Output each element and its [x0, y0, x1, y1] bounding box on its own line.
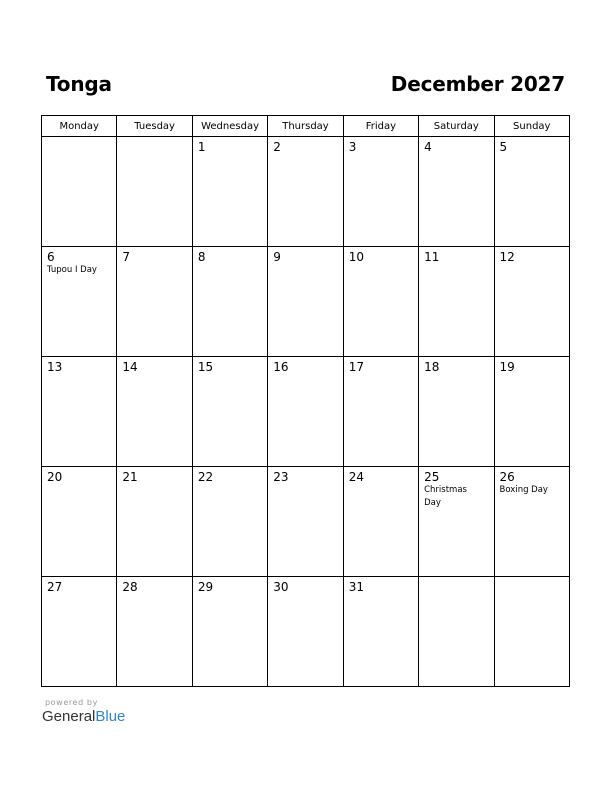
- week-row: [42, 247, 570, 357]
- day-number: 28: [122, 580, 138, 594]
- day-cell: [343, 247, 418, 357]
- day-cell: [343, 137, 418, 247]
- day-cell: [494, 247, 569, 357]
- day-cell: [419, 137, 494, 247]
- day-number: 14: [122, 360, 138, 374]
- day-cell: [268, 467, 343, 577]
- brand-blue-text: Blue: [95, 708, 126, 725]
- day-cell: [419, 247, 494, 357]
- day-number: 8: [197, 250, 206, 264]
- day-number: 24: [348, 470, 364, 484]
- day-cell: [42, 247, 117, 357]
- day-number: 23: [273, 470, 289, 484]
- day-cell: [192, 357, 267, 467]
- day-cell: [268, 357, 343, 467]
- day-cell: [42, 357, 117, 467]
- day-number: 20: [47, 470, 63, 484]
- weekday-monday: Monday: [42, 116, 117, 137]
- day-number: 17: [348, 360, 364, 374]
- weekday-saturday: Saturday: [419, 116, 494, 137]
- day-cell: [117, 577, 192, 687]
- day-number: 2: [273, 140, 281, 154]
- footer-branding: [42, 698, 125, 725]
- day-number: 5: [499, 140, 508, 154]
- weekday-tuesday: Tuesday: [117, 116, 192, 137]
- day-cell: [117, 357, 192, 467]
- day-cell: [117, 467, 192, 577]
- day-cell: [494, 137, 569, 247]
- month-title: December 2027: [390, 72, 565, 96]
- day-number: 19: [499, 360, 515, 374]
- holiday-label: Tupou I Day: [47, 265, 97, 275]
- day-cell: [494, 577, 569, 687]
- day-cell: [42, 467, 117, 577]
- brand-logo: [42, 708, 125, 725]
- day-number: 18: [424, 360, 440, 374]
- day-cell: [42, 577, 117, 687]
- day-cell: [268, 577, 343, 687]
- day-cell: [419, 577, 494, 687]
- week-row: [42, 467, 570, 577]
- week-row: [42, 137, 570, 247]
- weekday-friday: Friday: [343, 116, 418, 137]
- day-number: 4: [424, 140, 432, 154]
- weekday-thursday: Thursday: [268, 116, 343, 137]
- day-cell: [419, 467, 494, 577]
- day-number: 27: [47, 580, 63, 594]
- day-cell: [343, 357, 418, 467]
- day-number: 13: [47, 360, 63, 374]
- day-number: 9: [273, 250, 281, 264]
- holiday-label: Christmas Day: [424, 485, 467, 508]
- day-cell: [117, 137, 192, 247]
- day-number: 22: [197, 470, 214, 484]
- week-row: [42, 357, 570, 467]
- holiday-label: Boxing Day: [499, 485, 548, 495]
- day-number: 12: [499, 250, 515, 264]
- day-cell: [117, 247, 192, 357]
- day-cell: [343, 467, 418, 577]
- brand-general-text: General: [42, 708, 96, 725]
- day-cell: [494, 357, 569, 467]
- day-number: 25: [424, 470, 440, 484]
- day-number: 15: [197, 360, 214, 374]
- weekday-wednesday: Wednesday: [192, 116, 267, 137]
- day-number: 11: [424, 250, 440, 264]
- day-number: 6: [47, 250, 55, 264]
- day-number: 3: [348, 140, 357, 154]
- day-number: 1: [197, 140, 206, 154]
- country-title: Tonga: [46, 72, 112, 96]
- day-cell: [268, 137, 343, 247]
- day-cell: [192, 467, 267, 577]
- calendar-grid: [41, 115, 570, 687]
- weekday-sunday: Sunday: [494, 116, 569, 137]
- day-number: 16: [273, 360, 289, 374]
- day-number: 21: [122, 470, 138, 484]
- day-number: 10: [348, 250, 364, 264]
- day-cell: [42, 137, 117, 247]
- weekday-header-row: [42, 116, 570, 137]
- week-row: [42, 577, 570, 687]
- day-cell: [192, 137, 267, 247]
- day-cell: [494, 467, 569, 577]
- day-number: 30: [273, 580, 289, 594]
- day-cell: [192, 577, 267, 687]
- day-cell: [268, 247, 343, 357]
- day-cell: [192, 247, 267, 357]
- day-number: 26: [499, 470, 515, 484]
- day-number: 7: [122, 250, 131, 264]
- day-cell: [343, 577, 418, 687]
- powered-by-text: powered by: [45, 698, 98, 707]
- day-number: 29: [197, 580, 214, 594]
- day-cell: [419, 357, 494, 467]
- day-number: 31: [348, 580, 364, 594]
